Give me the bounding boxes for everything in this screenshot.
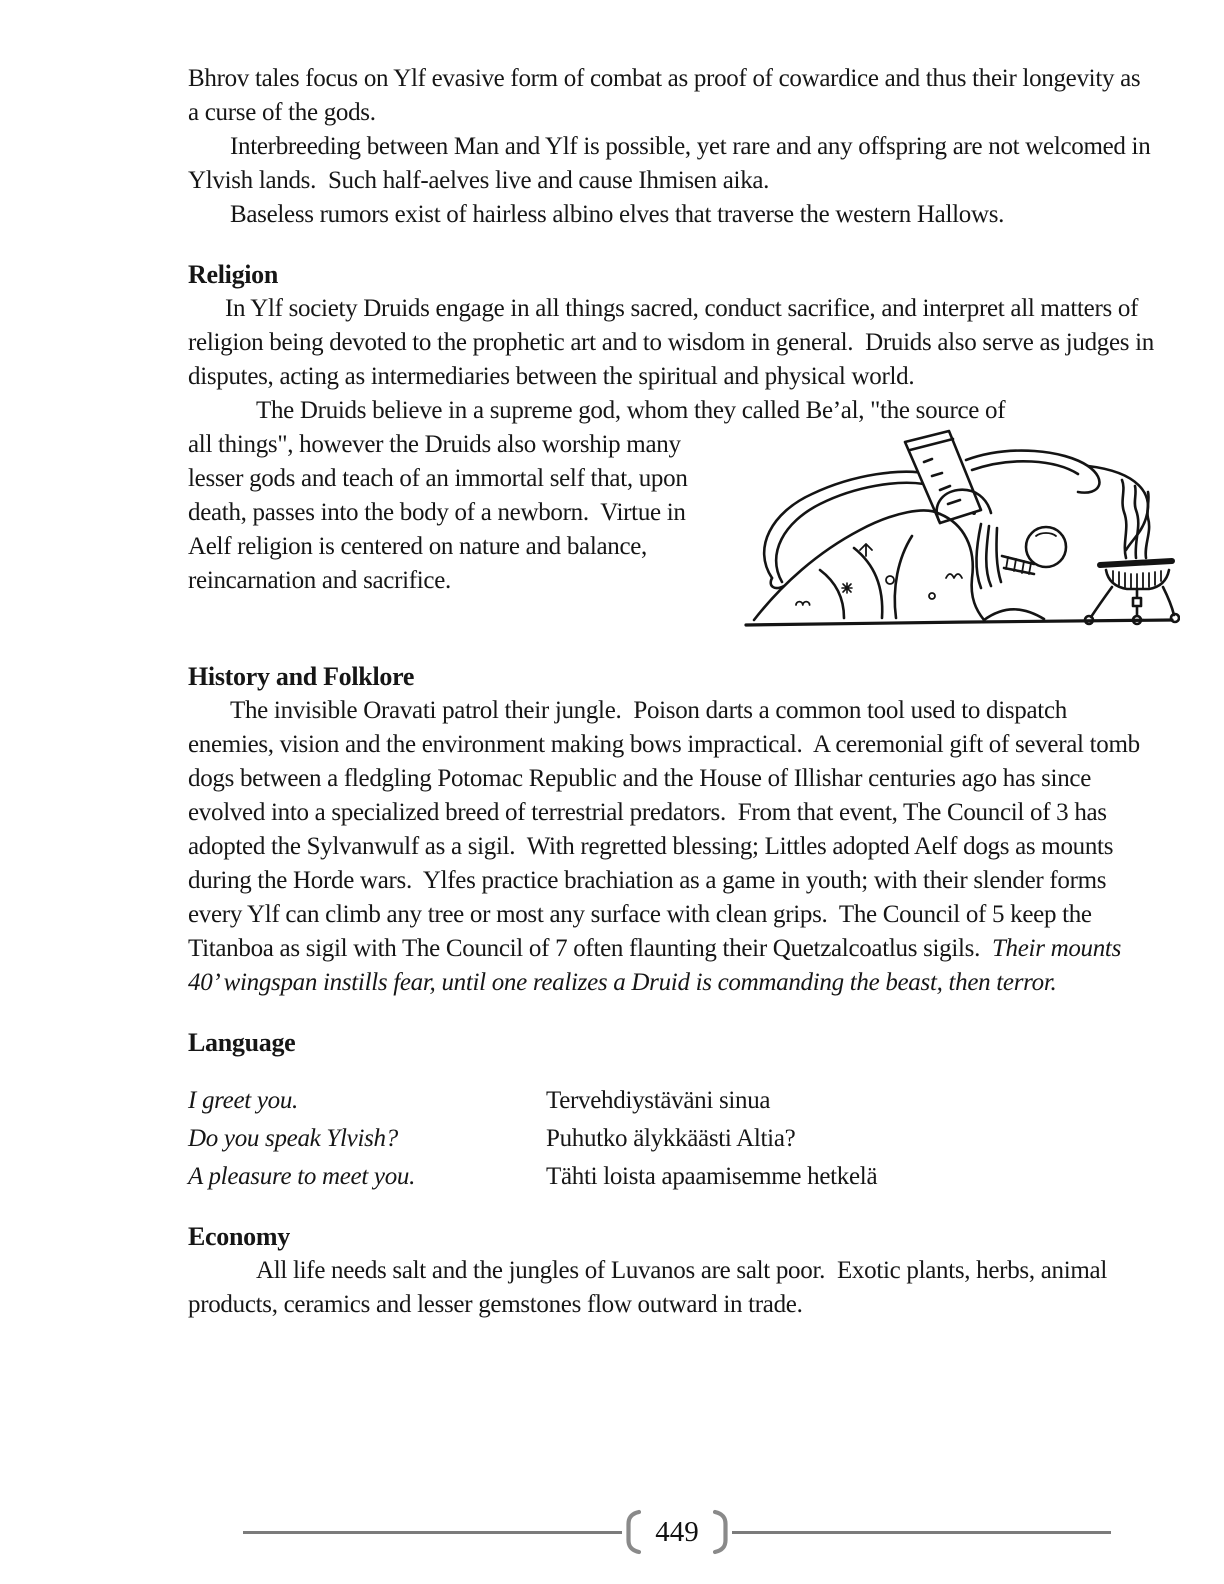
phrase-ylvish: Tervehdiystäväni sinua bbox=[546, 1087, 771, 1114]
paragraph-economy: All life needs salt and the jungles of Luvanos are salt poor. Exotic plants, herbs, animal products, ceramics and lesser gemstones flow outward in trade. bbox=[188, 1257, 1113, 1318]
page-number-bracket-left-icon bbox=[624, 1509, 641, 1555]
paragraph-baseless-rumors: Baseless rumors exist of hairless albino elves that traverse the western Hallows. bbox=[230, 201, 1005, 228]
history-regular-text: The invisible Oravati patrol their jungle. Poison darts a common tool used to dispatch enemies, vision and the environment making bows impractical. A ceremonial gift of several tomb dogs between a fledgling Potomac Republic and the House of Illishar centuries ago has since evolved into a specialized breed of terrestrial predators. From that event, The Council of 3 has adopted the Sylvanwulf as a sigil. With regretted blessing; Littles adopted Aelf dogs as mounts during the Horde wars. Ylfes practice brachiation as a game in youth; with their slender forms every Ylf can climb any tree or most any surface with clean grips. The Council of 5 keep the Titanboa as sigil with The Council of 7 often flaunting their Quetzalcoatlus sigils. bbox=[188, 697, 1146, 962]
page-footer bbox=[243, 1509, 1111, 1555]
paragraph-supreme-god-lead: The Druids believe in a supreme god, whom they called Be’al, "the source of bbox=[256, 397, 1006, 424]
phrase-english: Do you speak Ylvish? bbox=[188, 1125, 398, 1152]
section-heading-religion: Religion bbox=[188, 260, 279, 289]
section-heading-history: History and Folklore bbox=[188, 662, 415, 691]
paragraph-supreme-god-wrap: all things", however the Druids also worship many lesser gods and teach of an immortal self that, upon death, passes into the body of a newborn. Virtue in Aelf religion is centered on nature and balance, reincarnation and sacrifice. bbox=[188, 431, 694, 594]
section-heading-economy: Economy bbox=[188, 1222, 290, 1251]
paragraph-bhrov-tales: Bhrov tales focus on Ylf evasive form of combat as proof of cowardice and thus their longevity as a curse of the gods. bbox=[188, 65, 1147, 126]
history-italic-text: Their mounts 40’ wingspan instills fear, until one realizes a Druid is commanding the beast, then terror. bbox=[188, 935, 1127, 996]
phrase-ylvish: Tähti loista apaamisemme hetkelä bbox=[546, 1163, 878, 1190]
ground-line bbox=[746, 620, 1172, 625]
text-wrap-with-illustration bbox=[188, 428, 1154, 634]
footer-rule-right bbox=[732, 1531, 1111, 1534]
phrase-english: A pleasure to meet you. bbox=[188, 1163, 416, 1190]
phrase-table bbox=[188, 1082, 1154, 1196]
section-heading-language: Language bbox=[188, 1028, 296, 1057]
druid-illustration bbox=[734, 428, 1180, 634]
paragraph-history bbox=[188, 694, 1154, 1000]
footer-rule-left bbox=[243, 1531, 622, 1534]
phrase-ylvish: Puhutko älykkäästi Altia? bbox=[546, 1125, 796, 1152]
phrase-english: I greet you. bbox=[188, 1087, 299, 1114]
paragraph-interbreeding: Interbreeding between Man and Ylf is possible, yet rare and any offspring are not welcomed in Ylvish lands. Such half-aelves live and cause Ihmisen aika. bbox=[188, 133, 1156, 194]
page-number: 449 bbox=[655, 1515, 699, 1548]
page-number-bracket-right-icon bbox=[713, 1509, 730, 1555]
paragraph-religion-druids: In Ylf society Druids engage in all things sacred, conduct sacrifice, and interpret all matters of religion being devoted to the prophetic art and to wisdom in general. Druids also serve as judges in disputes, acting as intermediaries between the spiritual and physical world. bbox=[188, 295, 1160, 390]
page-content bbox=[188, 62, 1160, 1322]
